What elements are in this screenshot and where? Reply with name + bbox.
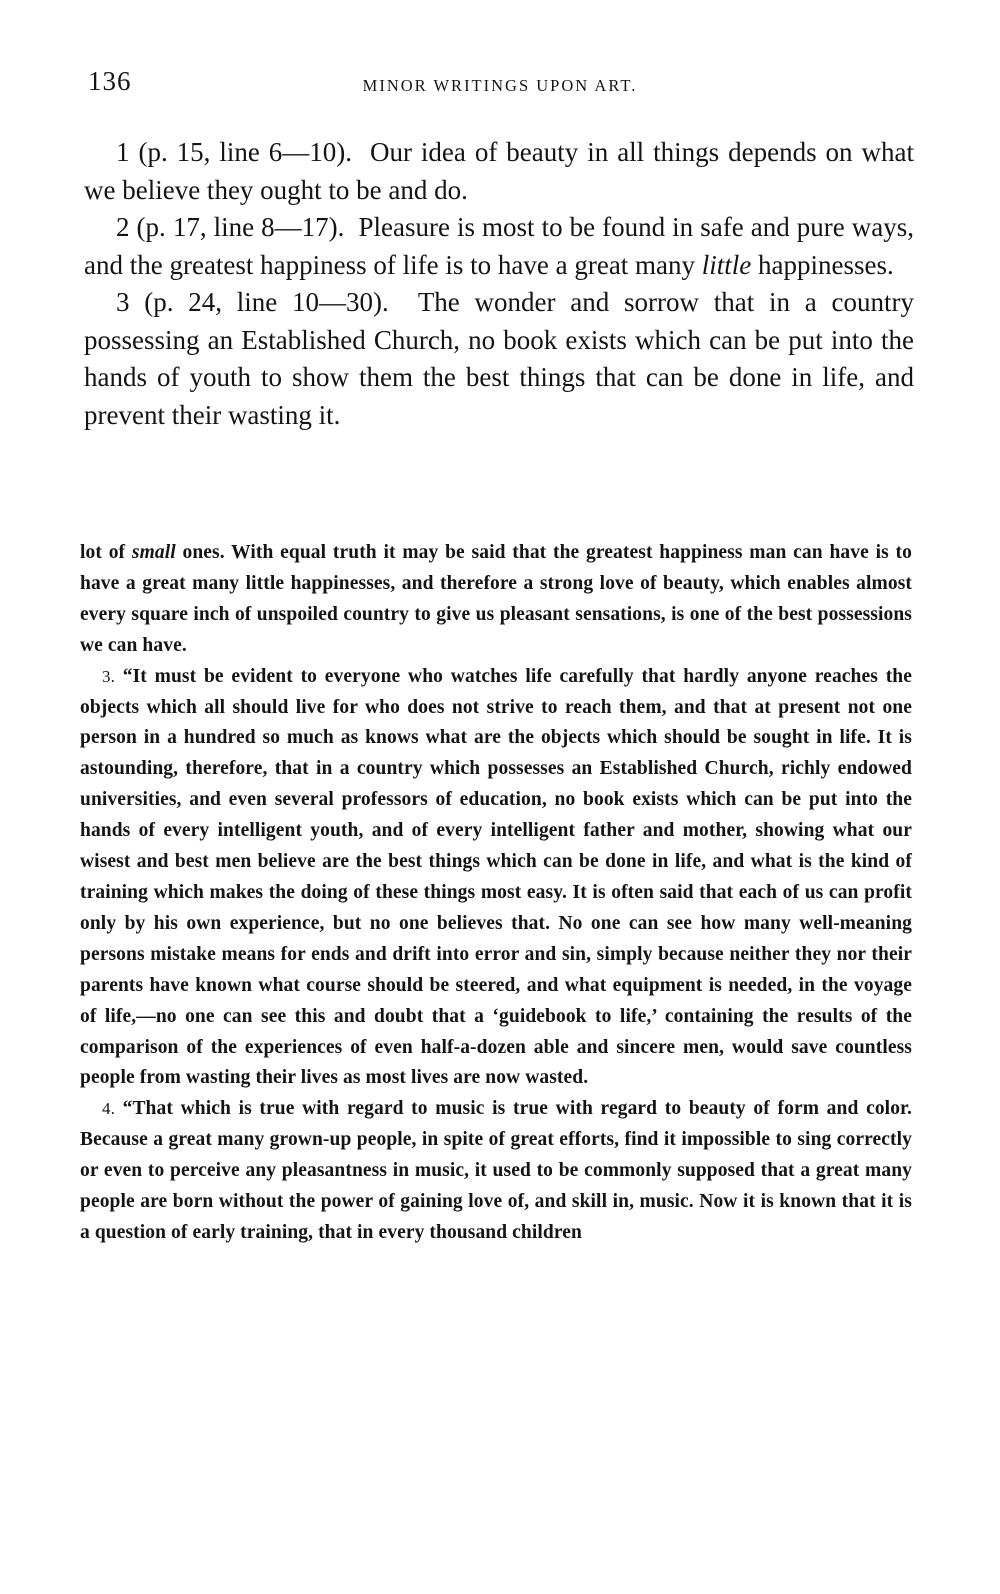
summary-item-3-text: The wonder and sorrow that in a country possessing an Established Church, no book exists which can be put into the hands of youth to show them the best things that can be done in life, and prevent their wasting it. xyxy=(84,287,915,430)
summary-item-1-ref: 1 (p. 15, line 6—10). xyxy=(116,137,353,167)
note-p1-emphasis: small xyxy=(131,542,176,563)
summary-item-2-emphasis: little xyxy=(701,249,752,280)
summary-item-3-ref: 3 (p. 24, line 10—30). xyxy=(116,287,389,317)
note-paragraph-continued xyxy=(80,538,912,662)
summary-item-2 xyxy=(84,209,914,284)
running-head xyxy=(88,66,912,106)
note-3-text: “It must be evident to everyone who watches life carefully that hardly anyone reaches the objects which all should live for who does not strive to reach them, and that at present not one person in a hundred so much as knows what are the objects which should be sought in life. It is astounding, therefore, that in a country which possesses an Established Church, richly endowed universities, and even several professors of education, no book exists which can be put into the hands of every intelligent youth, and of every intelligent father and mother, showing what our wisest and best men believe are the best things which can be done in life, and what is the kind of training which makes the doing of these things most easy. It is often said that each of us can profit only by his own experience, but no one believes that. No one can see how many well-meaning persons mistake means for ends and drift into error and sin, simply because neither they nor their parents have known what course should be steered, and what equipment is needed, in the voyage of life,—no one can see this and doubt that a ‘guidebook to life,’ containing the results of the comparison of the experiences of even half-a-dozen able and sincere men, would save countless people from wasting their lives as most lives are now wasted. xyxy=(80,665,912,1089)
summary-section xyxy=(84,134,914,434)
notes-section xyxy=(80,538,912,1249)
note-4-text: “That which is true with regard to music is true with regard to beauty of form and color. Because a great many grown-up people, in spite of great efforts, find it impossible to sing correctly or even to perceive any pleasantness in music, it used to be commonly supposed that a great many people are born without the power of gaining love of, and skill in, music. Now it is known that it is a question of early training, that in every thousand children xyxy=(80,1098,912,1243)
summary-item-1-text: Our idea of beauty in all things depends on what we believe they ought to be and do. xyxy=(84,137,914,205)
note-p1-start: lot of xyxy=(80,542,126,563)
summary-item-3 xyxy=(84,284,914,434)
note-p1-text: ones. With equal truth it may be said that the greatest happiness man can have is to have a great many little happinesses, and therefore a strong love of beauty, which enables almost every square inch of unspoiled country to give us pleasant sensations, is one of the best possessions we can have. xyxy=(80,542,912,656)
note-paragraph-3 xyxy=(80,662,912,1095)
note-3-number: 3. xyxy=(102,666,115,686)
summary-item-2-text: Pleasure is most to be found in safe and pure ways, and the greatest happiness of life is to have a great many xyxy=(84,212,914,280)
page-number: 136 xyxy=(88,66,132,96)
note-4-number: 4. xyxy=(102,1099,115,1119)
summary-item-2-ref: 2 (p. 17, line 8—17). xyxy=(116,212,345,242)
note-paragraph-4 xyxy=(80,1094,912,1249)
running-title: MINOR WRITINGS UPON ART. xyxy=(362,76,638,95)
summary-item-2-text-end: happinesses. xyxy=(758,249,894,280)
summary-item-1 xyxy=(84,134,914,209)
